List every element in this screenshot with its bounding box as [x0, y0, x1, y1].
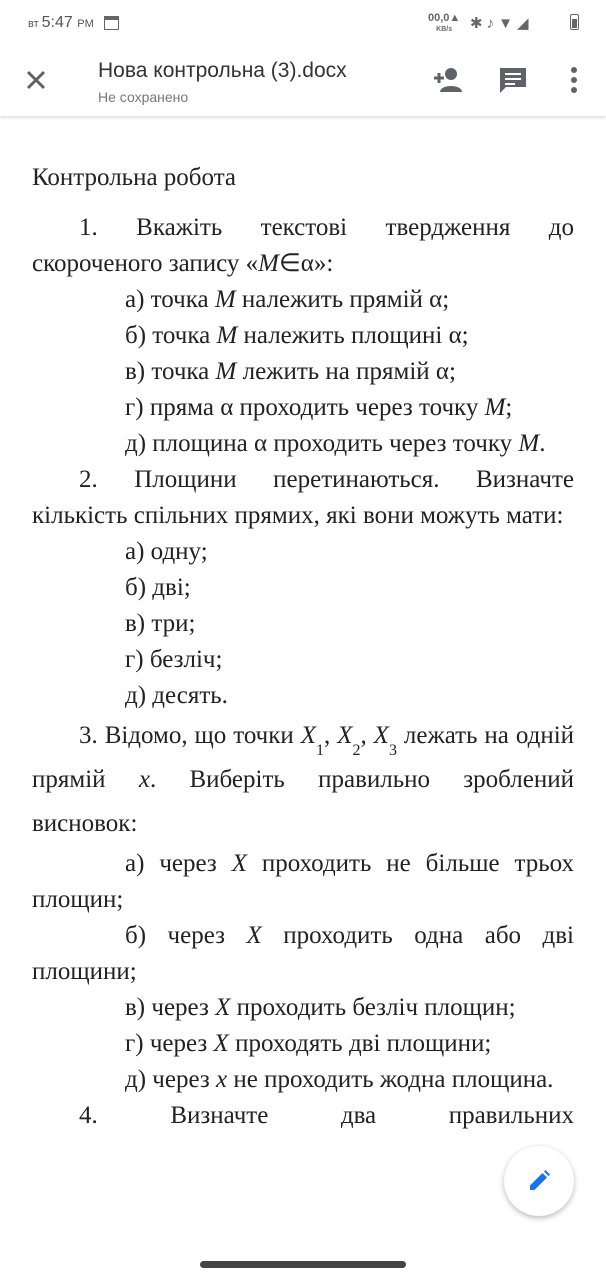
q2-option-e: д) десять.: [125, 682, 228, 709]
q3-option-c: в) через X проходить безліч площин;: [125, 994, 516, 1021]
comments-button[interactable]: [497, 64, 529, 96]
q3-option-a: а) через X проходить не більше трьох площин;: [32, 850, 574, 913]
calendar-icon: [104, 16, 119, 30]
battery-icon: [570, 14, 579, 30]
status-bar: [0, 0, 606, 48]
pencil-icon: [527, 1169, 551, 1193]
close-icon: [18, 62, 54, 98]
comment-icon: [497, 64, 529, 96]
edit-fab-button[interactable]: [504, 1146, 574, 1216]
system-nav-bar: [0, 1250, 606, 1280]
q1-option-e: д) площина α проходить через точку М.: [125, 430, 546, 457]
net-speed: 00,0▲ KB/s: [428, 12, 461, 33]
q1-option-c: в) точка М лежить на прямій α;: [125, 358, 456, 385]
document-body[interactable]: [32, 160, 574, 1134]
home-gesture-bar[interactable]: [200, 1261, 406, 1268]
app-bar: [0, 48, 606, 116]
document-title: Нова контрольна (3).docx: [98, 59, 347, 82]
more-options-button[interactable]: [558, 64, 590, 96]
mute-icon: ♪: [486, 15, 499, 32]
q2-option-a: а) одну;: [125, 538, 208, 565]
q3-option-b: б) через X проходить одна або дві площини;: [32, 922, 574, 985]
share-button[interactable]: [432, 64, 464, 96]
more-vert-icon: [558, 64, 590, 96]
bluetooth-icon: ✱: [470, 15, 487, 32]
status-time: вт 5:47 PM: [28, 14, 94, 31]
add-person-icon: [432, 64, 464, 96]
question-3: 3. Відомо, що точки $X_1$, $X_2$, $X_3$ лежать на одній прямій x. Виберіть правильно зроблений висновок:: [32, 722, 575, 837]
q1-option-d: г) пряма α проходить через точку М;: [125, 394, 513, 421]
close-button[interactable]: [18, 62, 54, 98]
q3-option-e: д) через x не проходить жодна площина.: [125, 1066, 554, 1093]
q2-option-c: в) три;: [125, 610, 196, 637]
question-1: 1. Вкажіть текстові твердження до скороченого запису «М∈α»:: [32, 214, 575, 277]
q2-option-d: г) безліч;: [125, 646, 223, 673]
q3-option-d: г) через X проходять дві площини;: [125, 1030, 492, 1057]
question-2: 2. Площини перетинаються. Визначте кількість спільних прямих, які вони можуть мати:: [32, 466, 574, 529]
save-status: Не сохранено: [98, 89, 189, 105]
q1-option-a: а) точка М належить прямій α;: [125, 286, 450, 313]
signal-icon: ◢: [516, 15, 533, 32]
q2-option-b: б) дві;: [125, 574, 191, 601]
status-icons: [470, 14, 532, 32]
doc-heading: Контрольна робота: [32, 164, 237, 191]
q1-option-b: б) точка М належить площині α;: [125, 322, 469, 349]
wifi-icon: ▼: [498, 15, 517, 32]
question-4: 4. Визначте два правильних: [79, 1102, 574, 1129]
